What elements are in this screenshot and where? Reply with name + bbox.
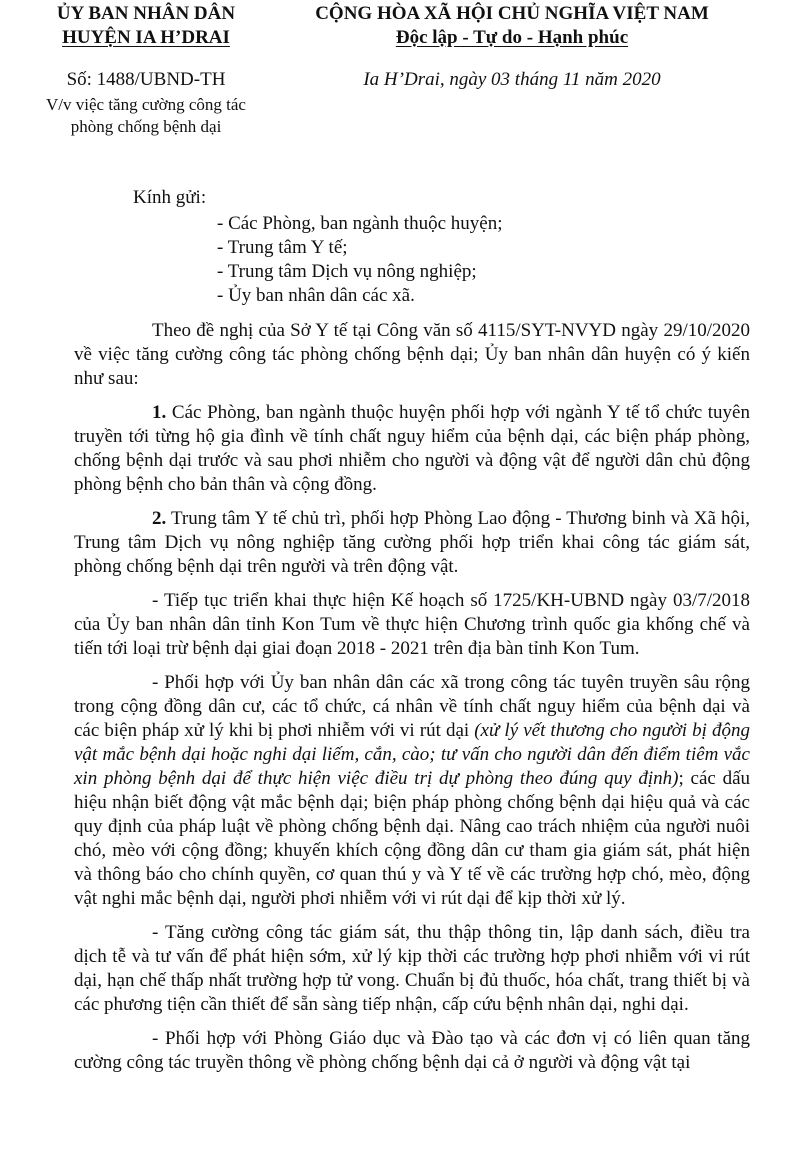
recipient-item: - Trung tâm Dịch vụ nông nghiệp; [217, 261, 477, 282]
dash-paragraph-4: - Phối hợp với Phòng Giáo dục và Đào tạo và các đơn vị có liên quan tăng cường công tác truyền thông về phòng chống bệnh dại cả ở người và động vật tại [74, 1028, 750, 1073]
subject-line-1: V/v việc tăng cường công tác [46, 95, 246, 114]
intro-paragraph: Theo đề nghị của Sở Y tế tại Công văn số 4115/SYT-NVYD ngày 29/10/2020 về việc tăng cường công tác phòng chống bệnh dại; Ủy ban nhân dân huyện có ý kiến như sau: [74, 320, 750, 389]
nation-name: CỘNG HÒA XÃ HỘI CHỦ NGHĨA VIỆT NAM [315, 3, 709, 24]
recipient-item: - Ủy ban nhân dân các xã. [217, 285, 415, 306]
recipient-item: - Trung tâm Y tế; [217, 237, 348, 258]
document-body [74, 319, 750, 1085]
item-2-paragraph [74, 507, 750, 579]
item-1-number: 1. [152, 402, 167, 423]
agency-line-2: HUYỆN IA H’DRAI [62, 27, 230, 48]
dash-2-italic: (xử lý vết thương cho người bị động vật mắc bệnh dại hoặc nghi dại liếm, cắn, cào; tư vấn cho người dân đến điểm tiêm vắc xin phòng bệnh dại để thực hiện việc điều trị dự phòng theo đúng quy định) [74, 720, 750, 789]
agency-line-1: ỦY BAN NHÂN DÂN [56, 3, 236, 24]
motto: Độc lập - Tự do - Hạnh phúc [395, 27, 629, 48]
document-date: Ia H’Drai, ngày 03 tháng 11 năm 2020 [363, 69, 661, 90]
subject-line-2: phòng chống bệnh dại [70, 117, 222, 136]
item-1-paragraph [74, 401, 750, 497]
item-2-number: 2. [152, 508, 167, 529]
dash-paragraph-2 [74, 671, 750, 911]
dash-2-part-a: - Phối hợp với Ủy ban nhân dân các xã trong công tác tuyên truyền sâu rộng trong cộng đồng dân cư, các tổ chức, cá nhân về tính chất nguy hiểm của bệnh dại và các biện pháp xử lý khi bị phơi nhiễm với vi rút dại [74, 672, 750, 741]
document-number: Số: 1488/UBND-TH [66, 69, 226, 90]
dash-paragraph-3: - Tăng cường công tác giám sát, thu thập thông tin, lập danh sách, điều tra dịch tễ và tư vấn để phát hiện sớm, xử lý kịp thời các trường hợp phơi nhiễm với vi rút dại, hạn chế thấp nhất trường hợp tử vong. Chuẩn bị đủ thuốc, hóa chất, trang thiết bị và các phương tiện cần thiết để sẵn sàng tiếp nhận, cấp cứu bệnh nhân dại, nghi dại. [74, 922, 750, 1015]
national-motto [262, 2, 762, 50]
recipient-list [217, 212, 502, 308]
item-2-text: Trung tâm Y tế chủ trì, phối hợp Phòng Lao động - Thương binh và Xã hội, Trung tâm Dịch vụ nông nghiệp tăng cường phối hợp triển khai công tác giám sát, phòng chống bệnh dại trên người và trên động vật. [74, 508, 750, 577]
document-subject [20, 94, 272, 138]
dash-2-part-b: ; các dấu hiệu nhận biết động vật mắc bệnh dại; biện pháp phòng chống bệnh dại hiệu quả và các quy định của pháp luật về phòng chống bệnh dại. Nâng cao trách nhiệm của người nuôi chó, mèo với cộng đồng; khuyến khích cộng đồng dân cư tham gia giám sát, phát hiện và thông báo cho chính quyền, cơ quan thú y và Y tế về các trường hợp chó, mèo, động vật nghi mắc bệnh dại, người phơi nhiễm với vi rút dại để kịp thời xử lý. [74, 768, 751, 909]
issuing-agency [20, 2, 272, 50]
item-1-text: Các Phòng, ban ngành thuộc huyện phối hợp với ngành Y tế tổ chức tuyên truyền tới từng hộ gia đình về tính chất nguy hiểm của bệnh dại, các biện pháp phòng, chống bệnh dại trước và sau phơi nhiễm cho người và động vật để người dân chủ động phòng bệnh cho bản thân và cộng đồng. [74, 402, 750, 495]
dash-paragraph-1: - Tiếp tục triển khai thực hiện Kế hoạch số 1725/KH-UBND ngày 03/7/2018 của Ủy ban nhân dân tỉnh Kon Tum về thực hiện Chương trình quốc gia khống chế và tiến tới loại trừ bệnh dại giai đoạn 2018 - 2021 trên địa bàn tỉnh Kon Tum. [74, 590, 750, 659]
recipient-label: Kính gửi: [133, 187, 207, 208]
recipient-item: - Các Phòng, ban ngành thuộc huyện; [217, 213, 503, 234]
